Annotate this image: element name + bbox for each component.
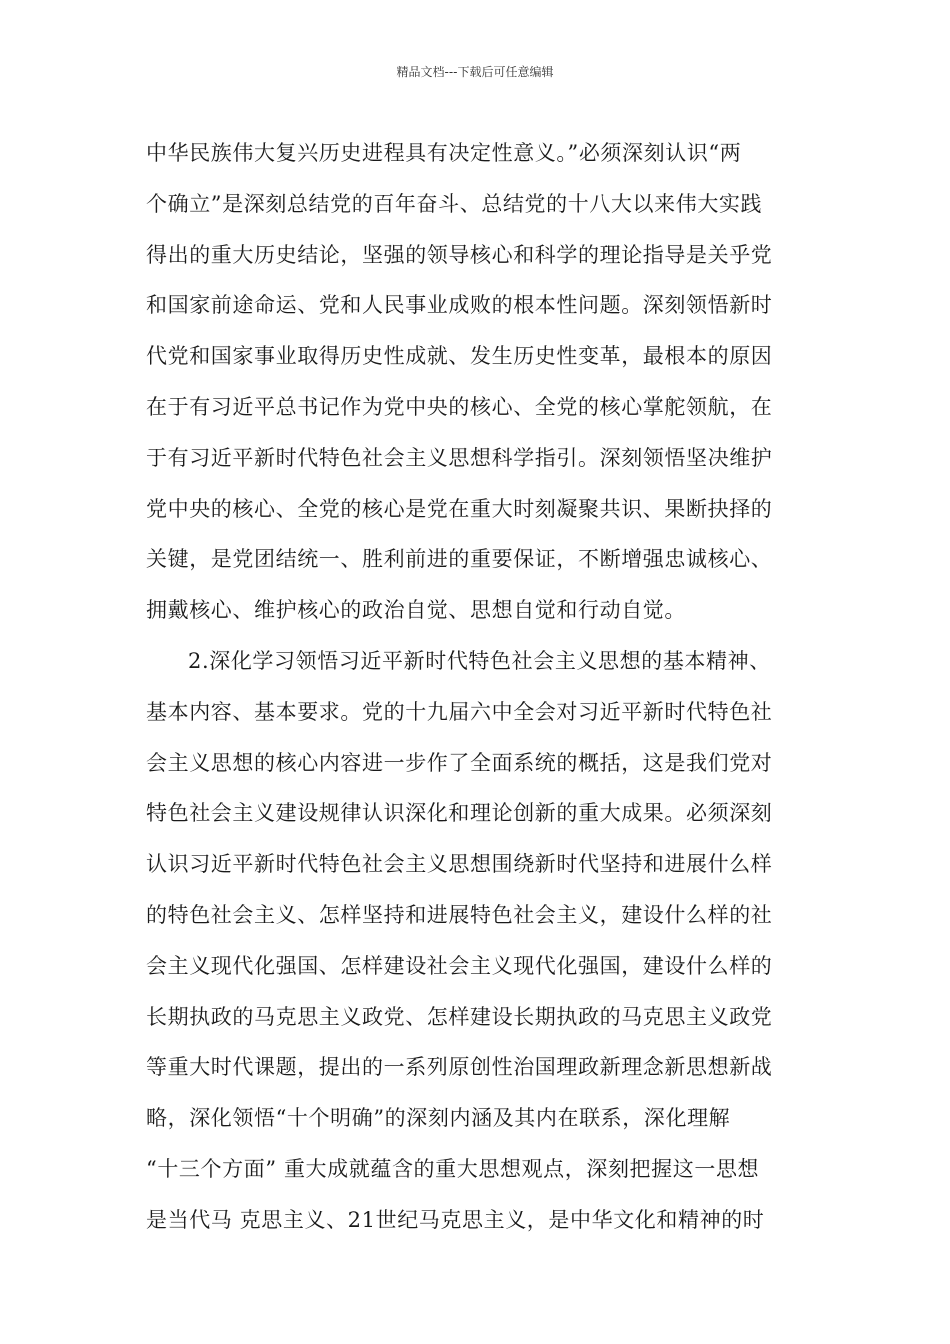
text-line: 会主义思想的核心内容进一步作了全面系统的概括，这是我们党对 [146,750,773,775]
text-line: 2.深化学习领悟习近平新时代特色社会主义思想的基本精神、 [188,648,771,673]
text-line: 和国家前途命运、党和人民事业成败的根本性问题。深刻领悟新时 [146,293,773,318]
text-line: 关键，是党团结统一、胜利前进的重要保证，不断增强忠诚核心、 [146,547,773,572]
text-line: 认识习近平新时代特色社会主义思想围绕新时代坚持和进展什么样 [146,852,773,877]
text-line: “十三个方面” 重大成就蕴含的重大思想观点，深刻把握这一思想 [146,1156,760,1181]
text-line: 党中央的核心、全党的核心是党在重大时刻凝聚共识、果断抉择的 [146,496,773,521]
paragraph-2 [146,636,806,1246]
text-line: 的特色社会主义、怎样坚持和进展特色社会主义，建设什么样的社 [146,902,773,927]
text-line: 于有习近平新时代特色社会主义思想科学指引。深刻领悟坚决维护 [146,445,773,470]
text-line: 是当代马 克思主义、21世纪马克思主义，是中华文化和精神的时 [146,1207,765,1232]
text-line: 特色社会主义建设规律认识深化和理论创新的重大成果。必须深刻 [146,801,773,826]
text-line: 长期执政的马克思主义政党、怎样建设长期执政的马克思主义政党 [146,1004,773,1029]
text-line: 个确立”是深刻总结党的百年奋斗、总结党的十八大以来伟大实践 [146,191,763,216]
text-line: 等重大时代课题，提出的一系列原创性治国理政新理念新思想新战 [146,1055,773,1080]
text-line: 在于有习近平总书记作为党中央的核心、全党的核心掌舵领航，在 [146,394,773,419]
paragraph-1 [146,128,806,636]
text-line: 代党和国家事业取得历史性成就、发生历史性变革，最根本的原因 [146,344,773,369]
text-line: 基本内容、基本要求。党的十九届六中全会对习近平新时代特色社 [146,699,773,724]
text-line: 得出的重大历史结论，坚强的领导核心和科学的理论指导是关乎党 [146,242,773,267]
page-header: 精品文档---下载后可任意编辑 [396,65,554,79]
text-line: 会主义现代化强国、怎样建设社会主义现代化强国，建设什么样的 [146,953,773,978]
text-line: 略，深化领悟“十个明确”的深刻内涵及其内在联系，深化理解 [146,1106,731,1131]
document-body [146,128,806,1246]
text-line: 拥戴核心、维护核心的政治自觉、思想自觉和行动自觉。 [146,598,686,623]
text-line: 中华民族伟大复兴历史进程具有决定性意义。”必须深刻认识“两 [146,141,742,165]
